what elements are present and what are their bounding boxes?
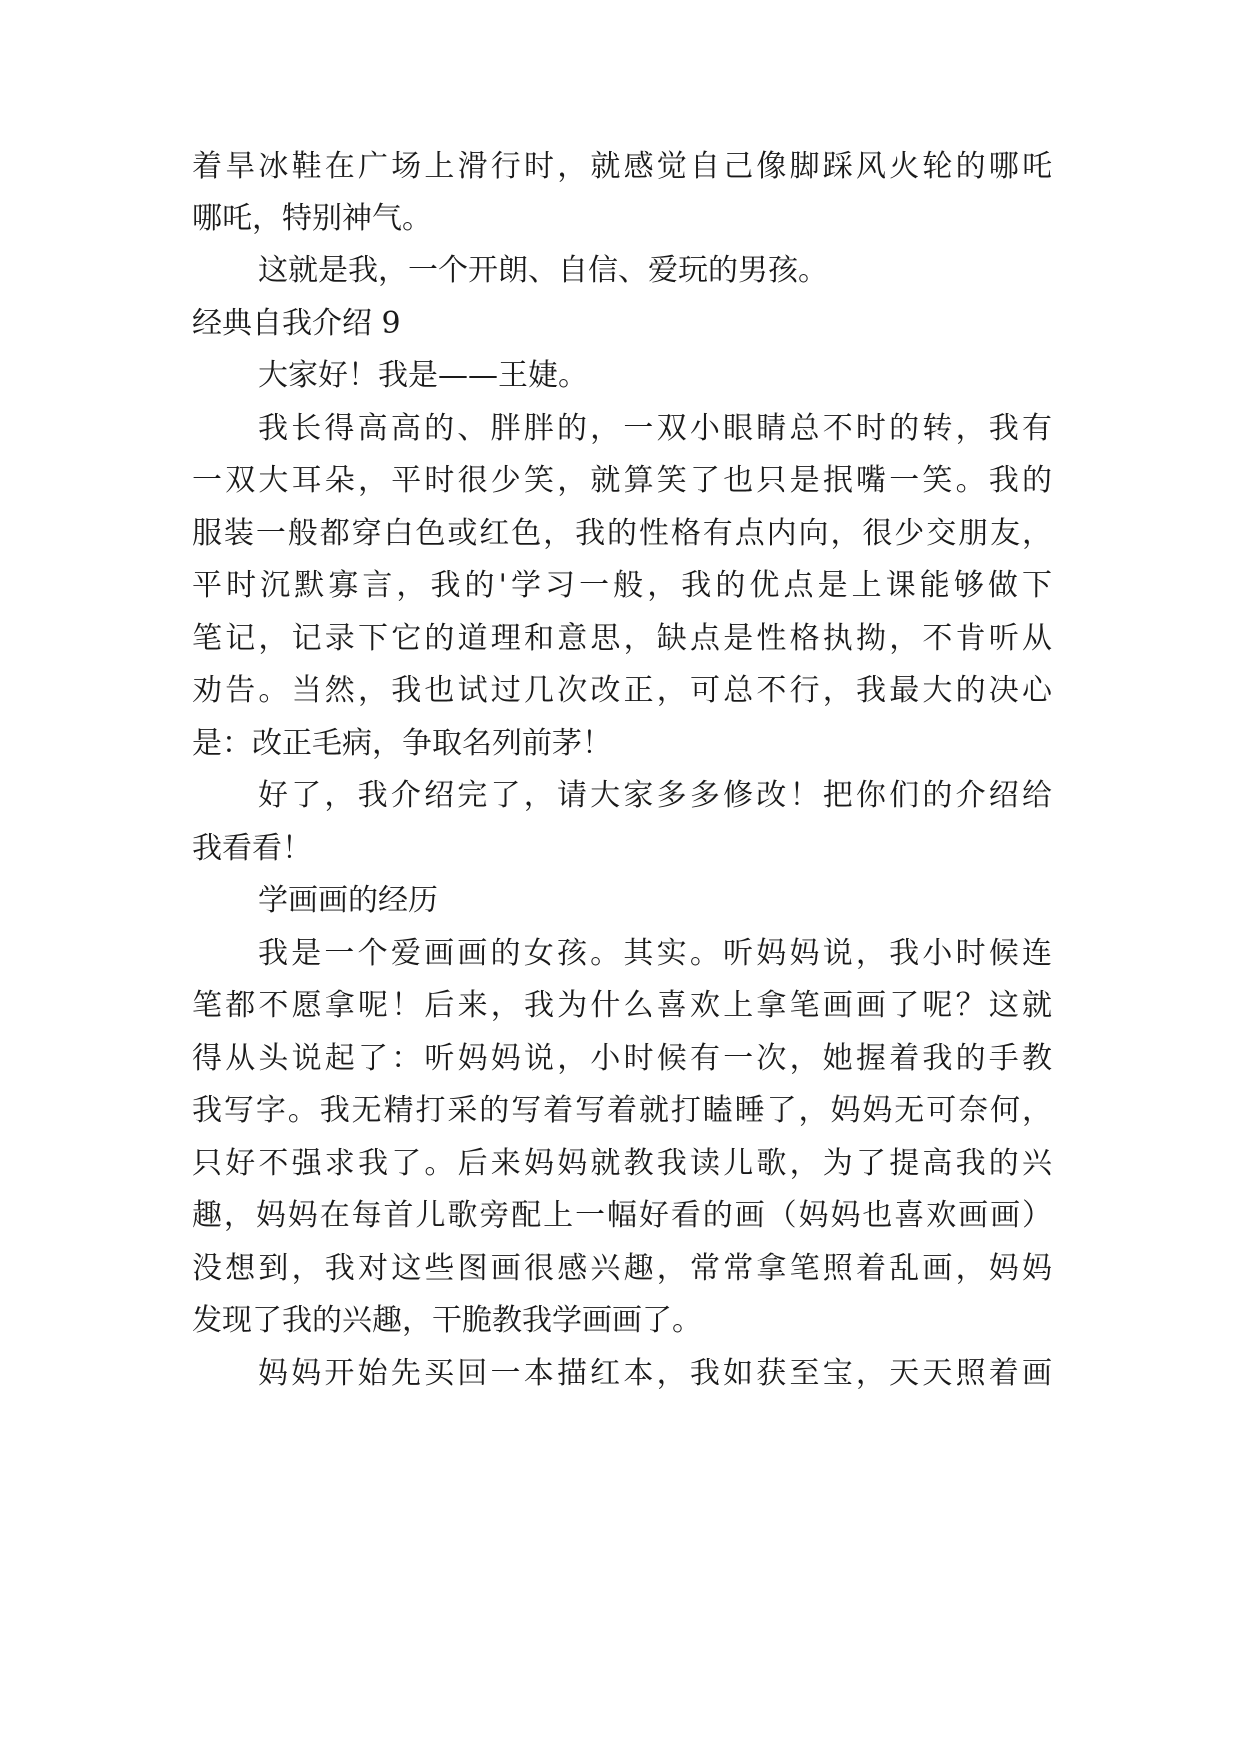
text-line: 我写字。我无精打采的写着写着就打瞌睡了，妈妈无可奈何， (192, 1093, 1052, 1128)
text-line: 好了，我介绍完了，请大家多多修改！把你们的介绍给 (258, 778, 1052, 813)
text-line: 笔记，记录下它的道理和意思，缺点是性格执拗，不肯听从 (192, 621, 1052, 656)
text-line: 着旱冰鞋在广场上滑行时，就感觉自己像脚踩风火轮的哪吒 (192, 149, 1052, 184)
text-line: 只好不强求我了。后来妈妈就教我读儿歌，为了提高我的兴 (192, 1146, 1052, 1181)
text-line: 是：改正毛病，争取名列前茅！ (192, 726, 612, 761)
text-line: 一双大耳朵，平时很少笑，就算笑了也只是抿嘴一笑。我的 (192, 463, 1052, 498)
text-line: 哪吒，特别神气。 (192, 201, 432, 236)
text-line: 我是一个爱画画的女孩。其实。听妈妈说，我小时候连 (258, 936, 1052, 971)
text-line: 笔都不愿拿呢！后来，我为什么喜欢上拿笔画画了呢？这就 (192, 988, 1052, 1023)
text-line: 大家好！我是——王婕。 (258, 358, 588, 393)
text-line: 这就是我，一个开朗、自信、爱玩的男孩。 (258, 253, 828, 288)
text-line: 服装一般都穿白色或红色，我的性格有点内向，很少交朋友， (192, 516, 1052, 551)
section-heading: 经典自我介绍 9 (192, 306, 401, 341)
text-line: 妈妈开始先买回一本描红本，我如获至宝，天天照着画 (258, 1356, 1052, 1391)
text-line: 没想到，我对这些图画很感兴趣，常常拿笔照着乱画，妈妈 (192, 1251, 1052, 1286)
text-line: 平时沉默寡言，我的'学习一般，我的优点是上课能够做下 (192, 568, 1052, 603)
text-line: 发现了我的兴趣，干脆教我学画画了。 (192, 1303, 702, 1338)
text-line: 趣，妈妈在每首儿歌旁配上一幅好看的画（妈妈也喜欢画画） (192, 1198, 1052, 1233)
text-line: 我长得高高的、胖胖的，一双小眼睛总不时的转，我有 (258, 411, 1052, 446)
text-line: 我看看！ (192, 831, 312, 866)
text-line: 得从头说起了：听妈妈说，小时候有一次，她握着我的手教 (192, 1041, 1052, 1076)
text-line: 劝告。当然，我也试过几次改正，可总不行，我最大的决心 (192, 673, 1052, 708)
section-heading: 学画画的经历 (258, 883, 438, 918)
